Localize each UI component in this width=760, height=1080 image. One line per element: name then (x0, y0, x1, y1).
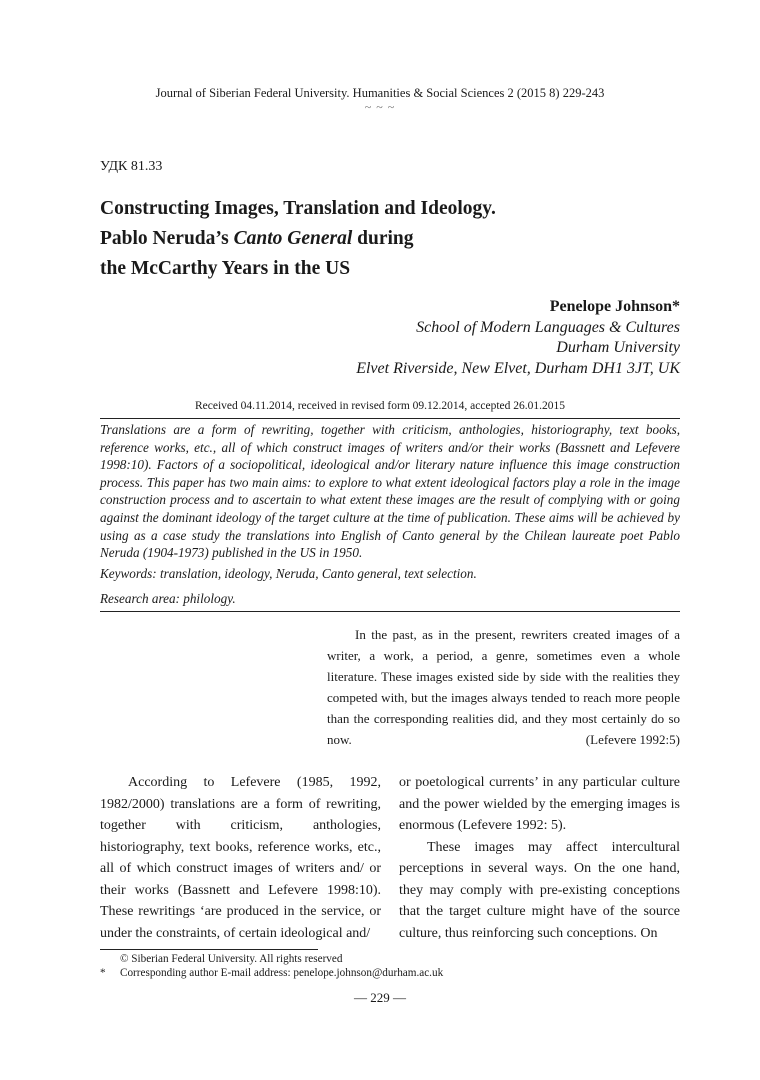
body-paragraph: According to Lefevere (1985, 1992, 1982/2000) translations are a form of rewriting, together with criticism, anthologies, historiography, text books, reference works, etc., all of which construct images of writers and/ or their works (Bassnett and Lefevere 1998:10). These rewritings ‘are produced in the service, or under the constraints, of certain ideological and/ (100, 775, 381, 941)
title-line-2-post: during (352, 228, 414, 249)
body-paragraph: These images may affect intercultural perceptions in several ways. On the one hand, they may comply with pre-existing conceptions that the target culture might have of the source culture, thus reinforcing such conceptions. On (399, 839, 680, 941)
abstract-bottom-rule (100, 611, 680, 612)
author-block (356, 297, 680, 379)
epigraph-quote: In the past, as in the present, rewriters created images of a writer, a work, a period, a genre, sometimes even a whole literature. These images existed side by side with the realities they competed with, but the images always tended to reach more people than the corresponding realities did, and they most certainly do so now. (327, 627, 680, 747)
footnote-marker: * (100, 967, 106, 979)
title-line-2 (100, 224, 496, 254)
udk-code: УДК 81.33 (100, 159, 163, 174)
article-title (100, 194, 496, 284)
author-name: Penelope Johnson* (549, 298, 680, 315)
abstract-top-rule (100, 418, 680, 419)
keywords: Keywords: translation, ideology, Neruda, Canto general, text selection. (100, 566, 477, 581)
header-separator: ~ ~ ~ (364, 100, 396, 114)
author-email-footnote: Corresponding author E-mail address: penelope.johnson@durham.ac.uk (120, 967, 444, 979)
footnote-rule (100, 949, 318, 950)
title-italic-work: Canto General (233, 228, 353, 249)
title-line-2-pre: Pablo Neruda’s (100, 228, 234, 249)
affiliation-line: Elvet Riverside, New Elvet, Durham DH1 3JT, UK (356, 359, 680, 377)
affiliation-line: School of Modern Languages & Cultures (416, 318, 680, 336)
abstract-text: Translations are a form of rewriting, together with criticism, anthologies, historiography, text books, reference works, etc., all of which construct images of writers and/or their works (Bassnett and Lefevere 1998:10). Factors of a sociopolitical, ideological and/or literary nature influence this image construction process. This paper has two main aims: to explore to what extent ideological factors play a role in the image construction process and to ascertain to what extent these images are the result of complying with or going against the dominant ideology of the target culture at the time of publication. These aims will be achieved by using as a case study the translations into English of Canto general by the Chilean laureate poet Pablo Neruda (1904-1973) published in the US in 1950. (100, 422, 680, 561)
body-column-right (399, 772, 680, 944)
body-column-left (100, 772, 381, 944)
research-area: Research area: philology. (100, 591, 236, 606)
title-line-3: the McCarthy Years in the US (100, 258, 351, 279)
received-dates: Received 04.11.2014, received in revised form 09.12.2014, accepted 26.01.2015 (194, 400, 566, 412)
copyright-footnote: © Siberian Federal University. All rights reserved (120, 953, 343, 965)
page-number: — 229 — (354, 990, 406, 1005)
affiliation-line: Durham University (556, 339, 680, 356)
journal-header: Journal of Siberian Federal University. Humanities & Social Sciences 2 (2015 8) 229-243 (155, 86, 605, 100)
epigraph-source: (Lefevere 1992:5) (585, 732, 680, 747)
abstract (100, 421, 680, 562)
title-line-1: Constructing Images, Translation and Ideology. (100, 198, 496, 219)
body-paragraph: or poetological currents’ in any particular culture and the power wielded by the emerging images is enormous (Lefevere 1992: 5). (399, 775, 680, 833)
